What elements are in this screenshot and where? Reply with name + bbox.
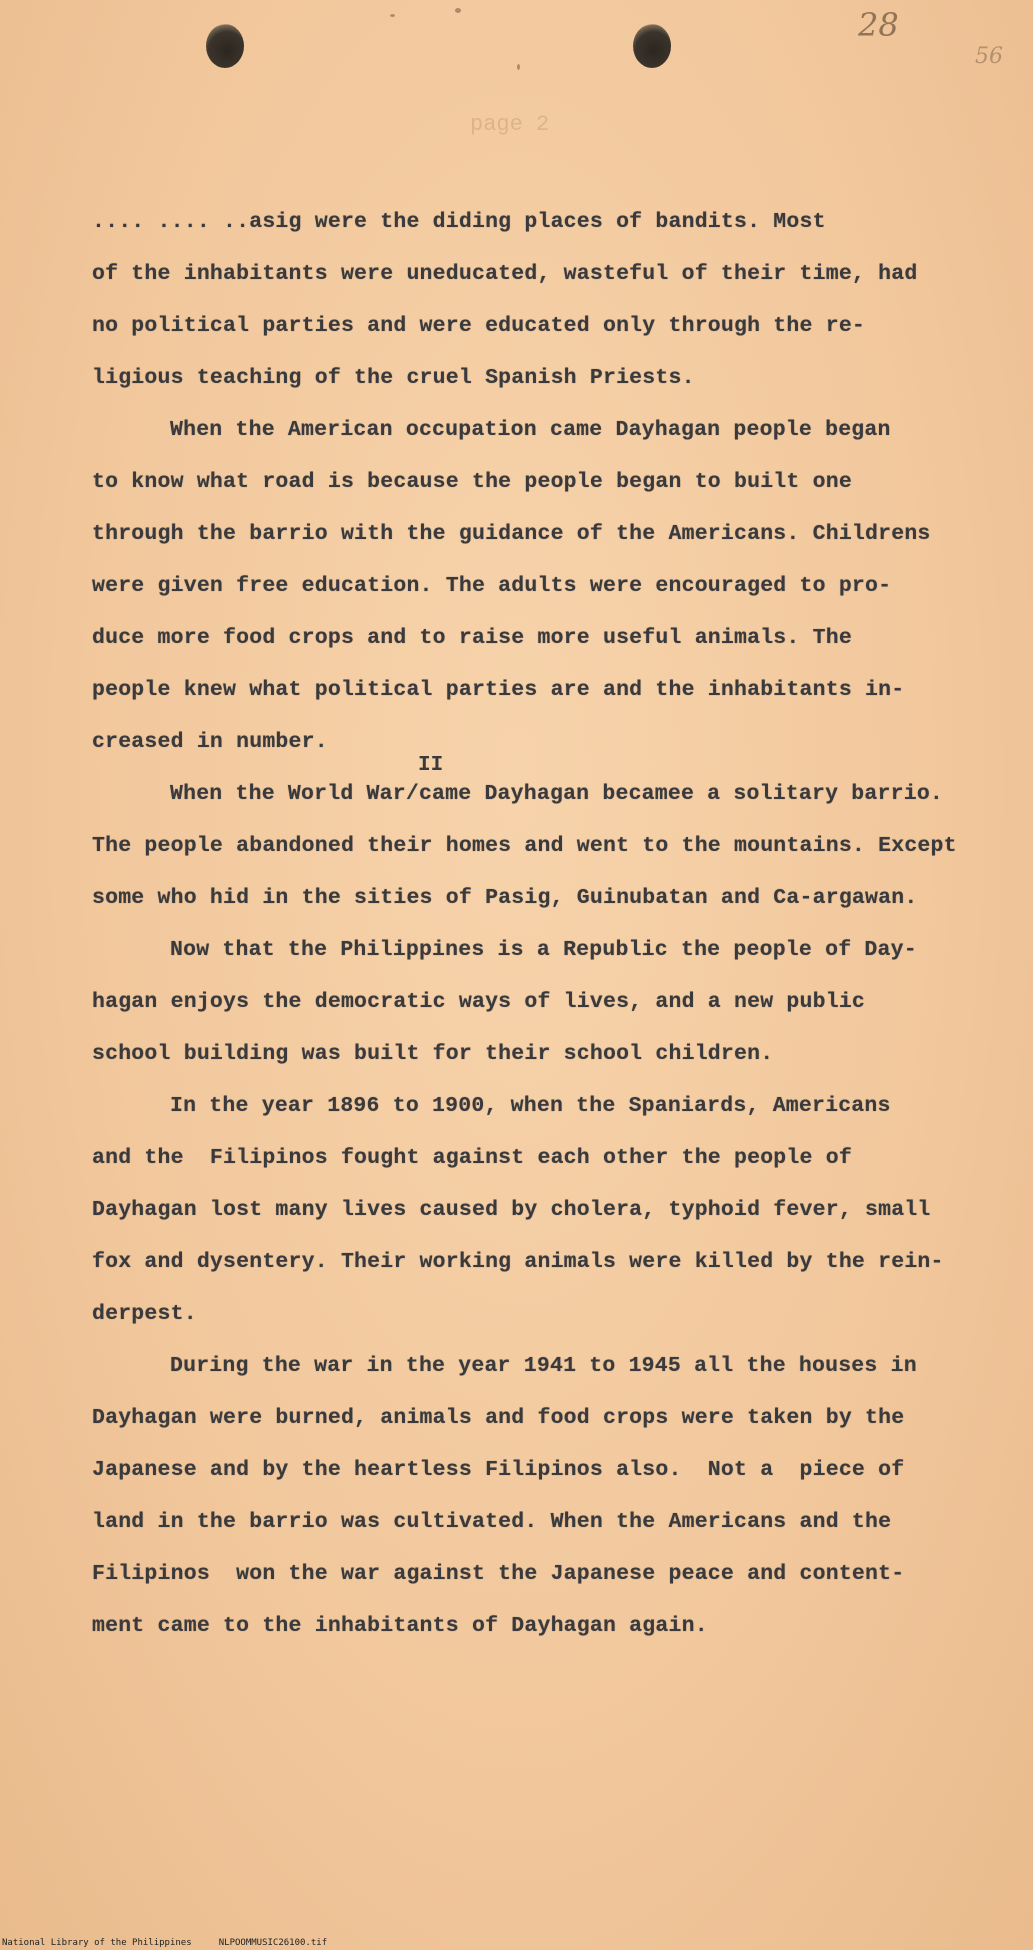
text-line: and the Filipinos fought against each other the people of	[92, 1146, 852, 1170]
text-line: hagan enjoys the democratic ways of lives, and a new public	[92, 990, 866, 1014]
text-line: some who hid in the sities of Pasig, Guinubatan and Ca-argawan.	[92, 886, 918, 910]
text-line: Now that the Philippines is a Republic the people of Day-	[170, 938, 917, 962]
text-line: fox and dysentery. Their working animals were killed by the rein-	[92, 1250, 944, 1274]
paragraph-2	[92, 404, 972, 768]
faint-header: page 2	[470, 112, 550, 137]
text-line: no political parties and were educated only through the re-	[92, 314, 866, 338]
text-line: When the World War/came Dayhagan becamee a solitary barrio.	[170, 782, 944, 806]
text-line: During the war in the year 1941 to 1945 all the houses in	[170, 1354, 917, 1378]
ink-speck	[390, 14, 395, 17]
text-line: creased in number.	[92, 730, 328, 754]
typed-text-body	[92, 196, 972, 1652]
text-line: school building was built for their school children.	[92, 1042, 774, 1066]
punch-hole-right	[633, 24, 671, 68]
text-line: land in the barrio was cultivated. When the Americans and the	[92, 1510, 892, 1534]
text-line: people knew what political parties are and the inhabitants in-	[92, 678, 905, 702]
text-line: derpest.	[92, 1302, 197, 1326]
handwritten-page-number: 28	[858, 6, 899, 44]
text-line: Filipinos won the war against the Japanese peace and content-	[92, 1562, 905, 1586]
text-line: The people abandoned their homes and went to the mountains. Except	[92, 834, 957, 858]
text-line: were given free education. The adults were encouraged to pro-	[92, 574, 892, 598]
text-line: of the inhabitants were uneducated, wasteful of their time, had	[92, 262, 918, 286]
paragraph-5	[92, 1080, 972, 1340]
text-line: to know what road is because the people began to built one	[92, 470, 852, 494]
ink-speck	[455, 8, 461, 13]
paragraph-4	[92, 924, 972, 1080]
paragraph-6	[92, 1340, 972, 1652]
punch-hole-left	[206, 24, 244, 68]
text-line: In the year 1896 to 1900, when the Spaniards, Americans	[170, 1094, 891, 1118]
faint-page-number: 56	[975, 44, 1003, 69]
text-line: .... .... ..asig were the diding places of bandits. Most	[92, 210, 826, 234]
text-line: When the American occupation came Dayhagan people began	[170, 418, 891, 442]
text-line: Dayhagan lost many lives caused by cholera, typhoid fever, small	[92, 1198, 931, 1222]
text-line: ment came to the inhabitants of Dayhagan again.	[92, 1614, 708, 1638]
text-line: duce more food crops and to raise more useful animals. The	[92, 626, 852, 650]
paragraph-3	[92, 768, 972, 924]
text-line: Dayhagan were burned, animals and food crops were taken by the	[92, 1406, 905, 1430]
text-line: Japanese and by the heartless Filipinos also. Not a piece of	[92, 1458, 905, 1482]
text-line: through the barrio with the guidance of the Americans. Childrens	[92, 522, 931, 546]
text-line: ligious teaching of the cruel Spanish Priests.	[92, 366, 695, 390]
ink-speck	[517, 64, 520, 70]
section-marker: II	[418, 754, 444, 777]
archive-footer: National Library of the Philippines NLPOOMMUSIC26100.tif	[2, 1938, 328, 1948]
paragraph-1	[92, 196, 972, 404]
